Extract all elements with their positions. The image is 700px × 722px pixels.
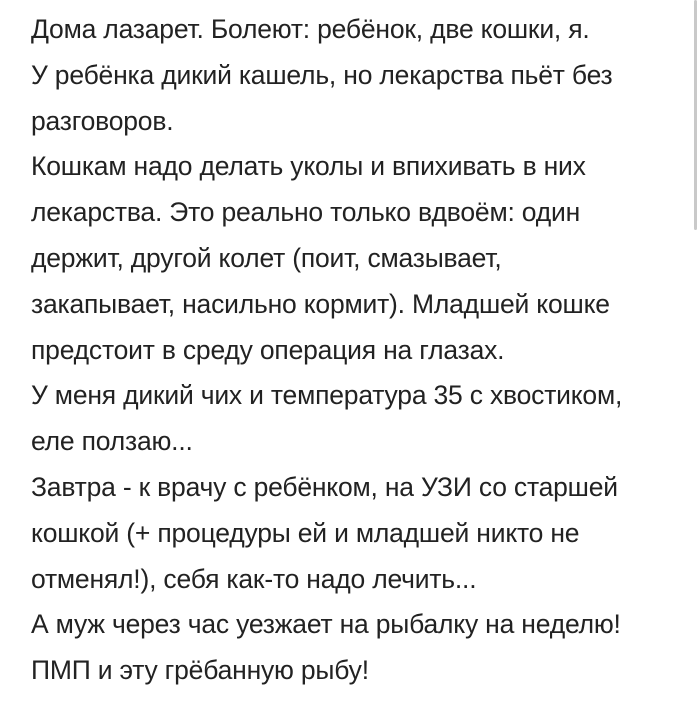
post-line: держит, другой колет (поит, смазывает,: [31, 242, 502, 273]
post-line: ПМП и эту грёбанную рыбу!: [31, 655, 369, 686]
post-line: Дома лазарет. Болеют: ребёнок, две кошки, я.: [31, 14, 590, 44]
post-line: закапывает, насильно кормит). Младшей кошке: [31, 288, 610, 319]
post-line: предстоит в среду операция на глазах.: [31, 334, 505, 365]
post-line: разговоров.: [31, 105, 174, 136]
post-line: лекарства. Это реально только вдвоём: один: [31, 197, 581, 228]
post-text: [31, 7, 671, 694]
post-line: еле ползаю...: [31, 426, 193, 457]
post-line: У меня дикий чих и температура 35 с хвостиком,: [31, 380, 623, 411]
post-line: А муж через час уезжает на рыбалку на неделю!: [31, 609, 621, 640]
post-line: отменял!), себя как-то надо лечить...: [31, 563, 477, 594]
post-line: Завтра - к врачу с ребёнком, на УЗИ со старшей: [31, 471, 618, 502]
post-line: У ребёнка дикий кашель, но лекарства пьёт без: [31, 59, 613, 90]
post-line: кошкой (+ процедуры ей и младшей никто не: [31, 517, 580, 548]
scrollbar-thumb[interactable]: [694, 0, 697, 230]
post-line: Кошкам надо делать уколы и впихивать в них: [31, 151, 586, 182]
